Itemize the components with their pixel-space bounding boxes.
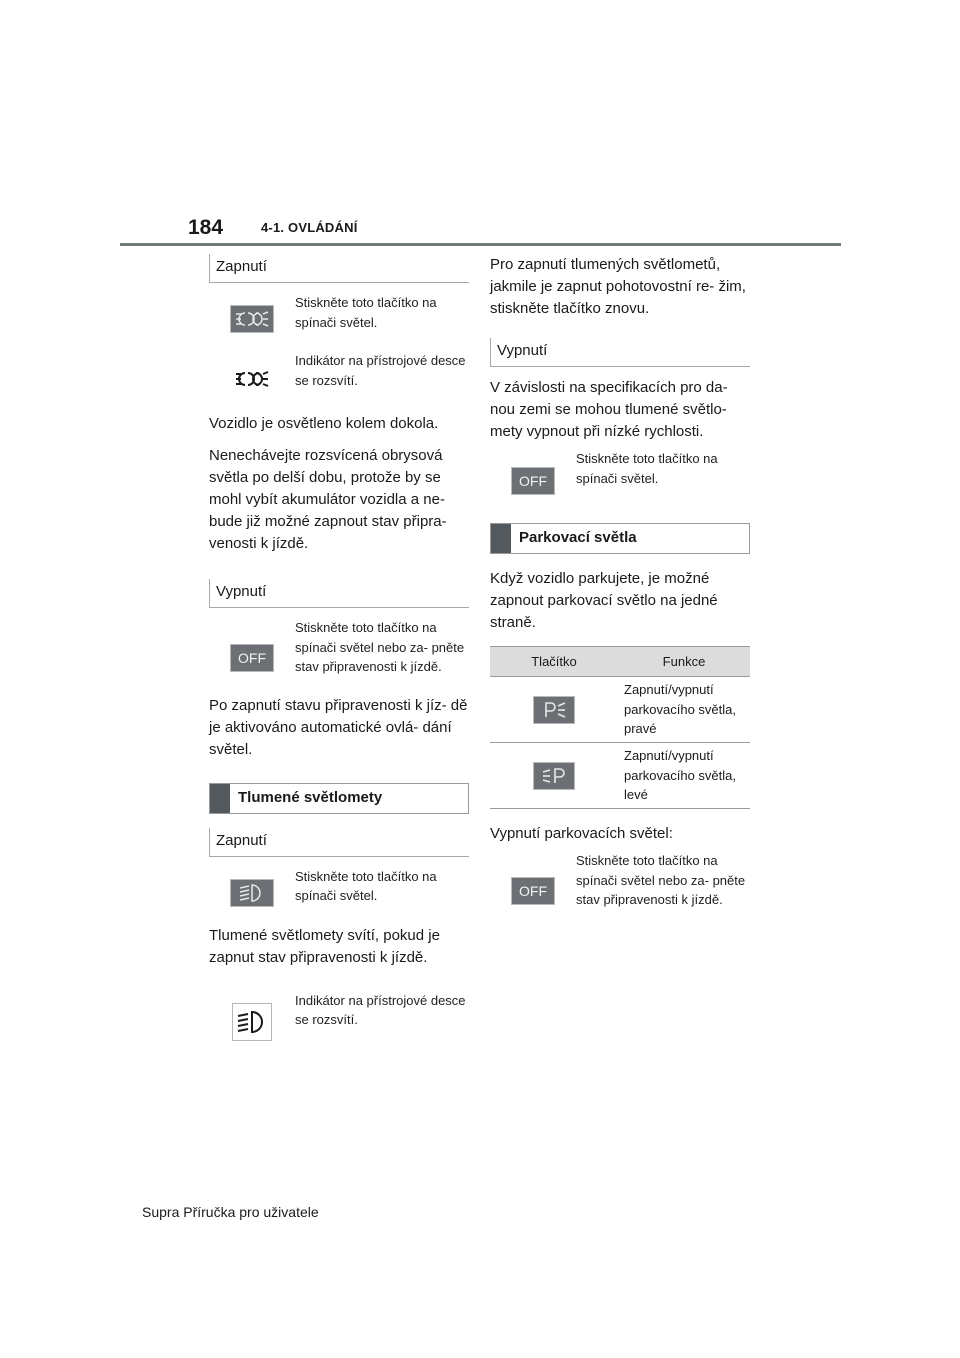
parking-light-table	[490, 646, 750, 809]
low-beam-button-icon	[230, 879, 274, 907]
low-beam-indicator-icon	[232, 1003, 272, 1041]
section-heading-low-beam	[209, 783, 469, 814]
page-number: 184	[188, 216, 224, 239]
off-button: OFF	[230, 644, 274, 672]
paragraph: Nenechávejte rozsvícená obrysová světla po delší dobu, protože by se mohl vybít akumulátor vozidla a ne- bude již možné zapnout stav připra- venosti k jízdě.	[209, 447, 447, 552]
paragraph: Vypnutí parkovacích světel:	[490, 825, 673, 842]
table-header-button: Tlačítko	[490, 647, 618, 677]
header-rule	[120, 243, 841, 246]
parking-lights-button-icon	[230, 305, 274, 333]
icon-row-parking-button	[209, 293, 469, 333]
table-cell-function: Zapnutí/vypnutí parkovacího světla, levé	[618, 743, 750, 809]
right-column	[490, 254, 750, 928]
heading-bar	[491, 524, 511, 553]
paragraph: Po zapnutí stavu připravenosti k jíz- dě je aktivováno automatické ovlá- dání světel.	[209, 696, 468, 758]
left-column	[209, 254, 469, 1059]
section-title: 4-1. OVLÁDÁNÍ	[261, 220, 358, 235]
paragraph: Když vozidlo parkujete, je možné zapnout parkovací světlo na jedné straně.	[490, 570, 718, 631]
icon-row-low-beam-button	[209, 867, 469, 907]
table-header-function: Funkce	[618, 647, 750, 677]
icon-row-parking-indicator	[209, 351, 469, 395]
paragraph: Tlumené světlomety svítí, pokud je zapnut stav připravenosti k jízdě.	[209, 926, 440, 966]
low-beam-button-text: Stiskněte toto tlačítko na spínači světel.	[295, 868, 437, 903]
icon-row-off	[490, 449, 750, 495]
parking-indicator-text: Indikátor na přístrojové desce se rozsvítí.	[295, 353, 466, 388]
low-beam-indicator-text: Indikátor na přístrojové desce se rozsvítí.	[295, 992, 466, 1027]
heading-label: Parkovací světla	[519, 529, 637, 546]
parking-button-text: Stiskněte toto tlačítko na spínači světel.	[295, 295, 437, 330]
heading-label: Tlumené světlomety	[238, 788, 383, 806]
off-button-text: Stiskněte toto tlačítko na spínači světel nebo za- pněte stav připravenosti k jízdě.	[576, 853, 746, 907]
paragraph: V závislosti na specifikacích pro da- nou zemi se mohou tlumené světlo- mety vypnout při nízké rychlosti.	[490, 379, 728, 440]
subheading-vypnuti: Vypnutí	[490, 338, 750, 367]
paragraph: Pro zapnutí tlumených světlometů, jakmile je zapnut pohotovostní re- žim, stiskněte tlačítko znovu.	[490, 256, 746, 317]
table-row	[490, 743, 750, 809]
footer-text: Supra Příručka pro uživatele	[142, 1204, 319, 1220]
subheading-vypnuti: Vypnutí	[209, 579, 469, 608]
off-button-text: Stiskněte toto tlačítko na spínači světel.	[576, 451, 718, 486]
section-heading-parking	[490, 523, 750, 554]
off-button-text: Stiskněte toto tlačítko na spínači světel nebo za- pněte stav připravenosti k jízdě.	[295, 620, 465, 674]
parking-lights-indicator-icon	[230, 363, 274, 395]
heading-bar	[210, 784, 230, 813]
icon-row-off	[209, 618, 469, 677]
table-cell-function: Zapnutí/vypnutí parkovacího světla, pravé	[618, 677, 750, 743]
paragraph: Vozidlo je osvětleno kolem dokola.	[209, 415, 439, 432]
subheading-zapnuti: Zapnutí	[209, 254, 469, 283]
icon-row-off	[490, 851, 750, 910]
icon-row-low-beam-indicator	[209, 991, 469, 1041]
parking-light-left-icon	[533, 762, 575, 790]
subheading-zapnuti: Zapnutí	[209, 828, 469, 857]
table-row	[490, 677, 750, 743]
off-button: OFF	[511, 467, 555, 495]
off-button: OFF	[511, 877, 555, 905]
parking-light-right-icon	[533, 696, 575, 724]
